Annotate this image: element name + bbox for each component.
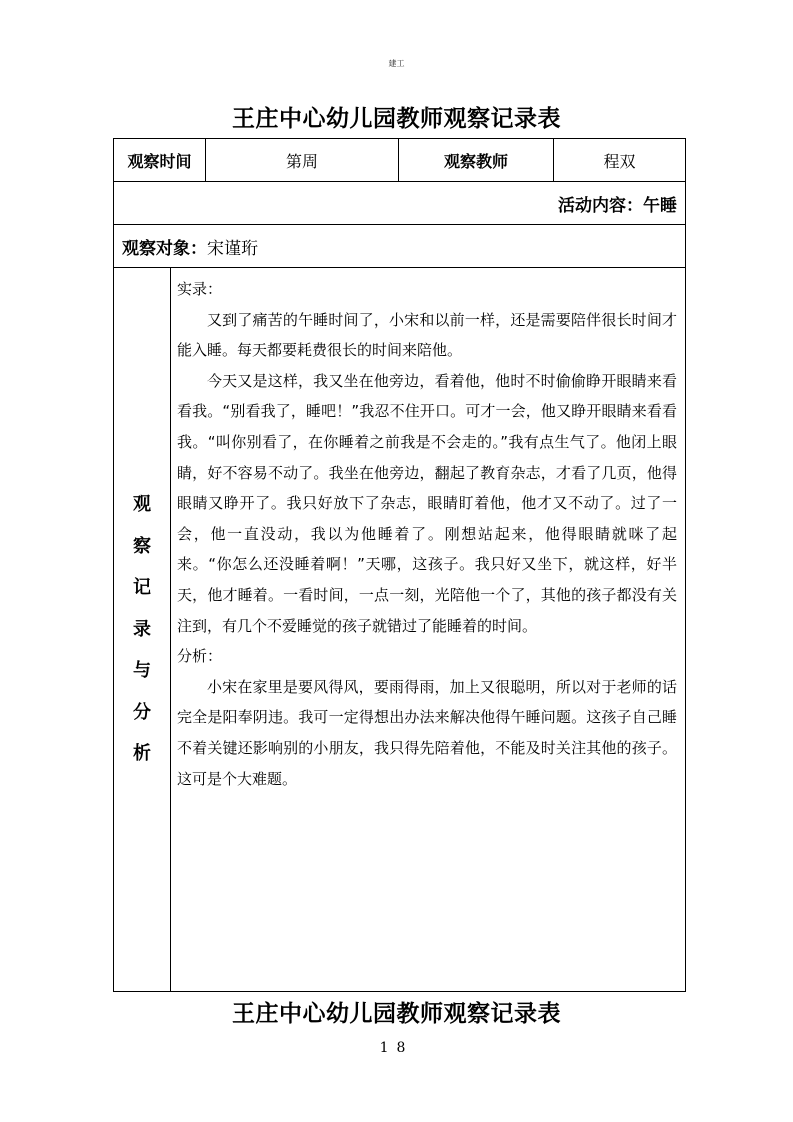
activity-value: 午睡 — [643, 195, 678, 216]
page-number: 18 — [379, 1040, 414, 1056]
observer-teacher-value: 程双 — [554, 139, 686, 182]
header-mark: 建工 — [388, 59, 405, 68]
side-label-char: 记 — [133, 577, 151, 599]
subject-value: 宋谨珩 — [207, 238, 258, 259]
record-heading: 实录： — [177, 280, 223, 298]
side-label-char: 察 — [133, 535, 151, 557]
side-label-char: 分 — [133, 701, 151, 723]
observe-time-value: 第周 — [206, 139, 399, 182]
page-title: 王庄中心幼儿园教师观察记录表 — [232, 105, 561, 132]
record-paragraph: 又到了痛苦的午睡时间了，小宋和以前一样，还是需要陪伴很长时间才能入睡。每天都要耗费很长的时间来陪他。 — [177, 310, 678, 360]
subject-label: 观察对象： — [122, 238, 207, 259]
subject-row — [114, 225, 686, 268]
footer-title: 王庄中心幼儿园教师观察记录表 — [232, 1000, 561, 1027]
observe-time-label: 观察时间 — [114, 139, 206, 182]
analysis-heading: 分析： — [177, 647, 223, 666]
observer-teacher-label: 观察教师 — [399, 139, 554, 182]
activity-row — [114, 182, 686, 225]
side-label-char: 观 — [133, 494, 151, 516]
record-analysis-side-label — [114, 268, 171, 992]
side-label-char: 析 — [133, 743, 151, 765]
analysis-paragraph: 小宋在家里是要风得风，要雨得雨，加上又很聪明，所以对于老师的话完全是阳奉阴违。我可一定得想出办法来解决他得午睡问题。这孩子自己睡不着关键还影响别的小朋友，我只得先陪着他，不能及时关注其他的孩子。这可是个大难题。 — [177, 677, 678, 788]
observation-record-table — [113, 138, 686, 992]
activity-label: 活动内容： — [558, 195, 644, 216]
record-content — [171, 268, 686, 992]
record-paragraph: 今天又是这样，我又坐在他旁边，看着他，他时不时偷偷睁开眼睛来看看我。“别看我了，睡吧！”我忍不住开口。可才一会，他又睁开眼睛来看看我。“叫你别看了，在你睡着之前我是不会走的。”我有点生气了。他闭上眼睛，好不容易不动了。我坐在他旁边，翻起了教育杂志，才看了几页，他得眼睛又睁开了。我只好放下了杂志，眼睛盯着他，他才又不动了。过了一会，他一直没动，我以为他睡着了。刚想站起来，他得眼睛就咪了起来。“你怎么还没睡着啊！”天哪，这孩子。我只好又坐下，就这样，好半天，他才睡着。一看时间，一点一刻，光陪他一个了，其他的孩子都没有关注到，有几个不爱睡觉的孩子就错过了能睡着的时间。 — [177, 371, 678, 635]
side-label-char: 录 — [133, 618, 151, 640]
side-label-char: 与 — [133, 660, 151, 682]
